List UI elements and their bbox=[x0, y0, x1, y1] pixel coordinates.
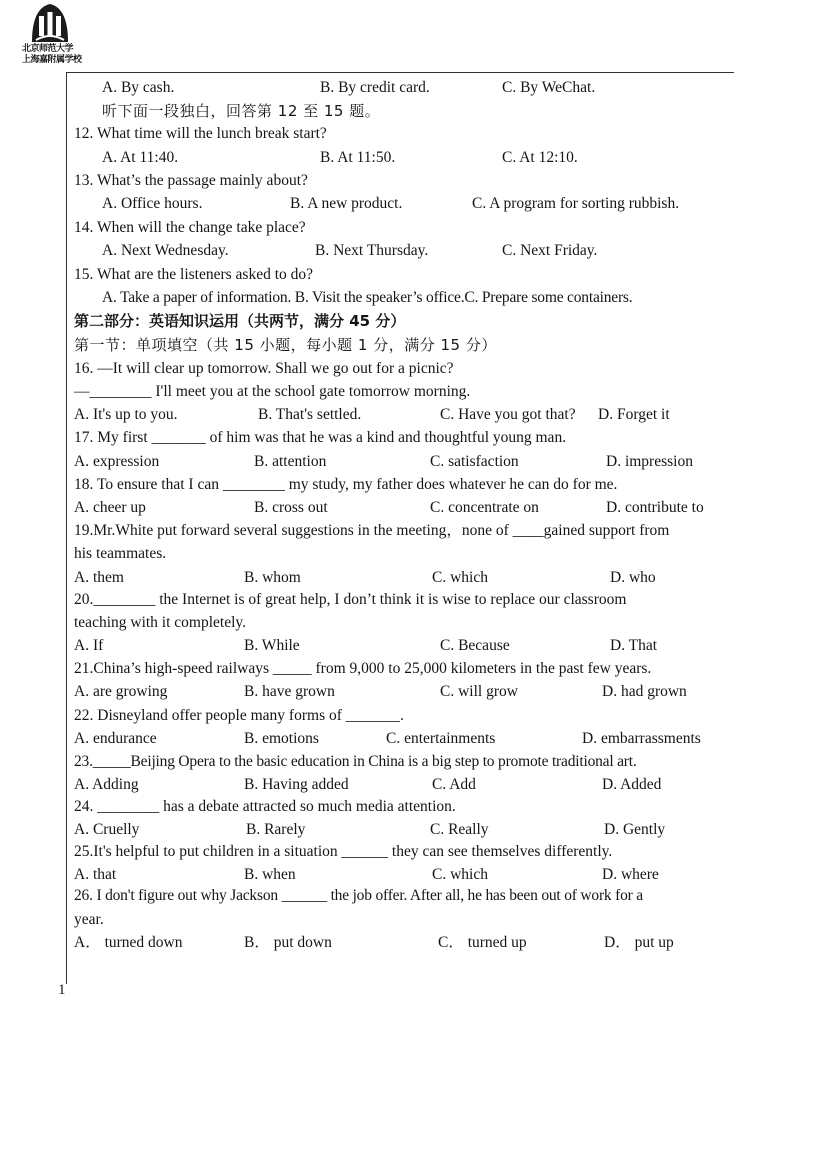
q20-option-a: A. If bbox=[74, 637, 104, 654]
q25-stem: 25.It's helpful to put children in a situation ______ they can see themselves differently. bbox=[74, 843, 613, 860]
q25-option-c: C. which bbox=[432, 866, 488, 883]
q18-option-c: C. concentrate on bbox=[430, 499, 539, 516]
q18-option-d: D. contribute to bbox=[606, 499, 704, 516]
q26-option-d: D． put up bbox=[604, 934, 674, 951]
q15-options: A. Take a paper of information. B. Visit the speaker’s office.C. Prepare some containers. bbox=[102, 289, 633, 306]
q20-option-c: C. Because bbox=[440, 637, 510, 654]
school-name-line2: 上海嘉附属学校 bbox=[22, 55, 82, 65]
q18-option-a: A. cheer up bbox=[74, 499, 146, 516]
q23-option-a: A. Adding bbox=[74, 776, 139, 793]
q18-option-b: B. cross out bbox=[254, 499, 328, 516]
q22-option-a: A. endurance bbox=[74, 730, 157, 747]
q22-option-d: D. embarrassments bbox=[582, 730, 701, 747]
q16-stem: 16. —It will clear up tomorrow. Shall we go out for a picnic? bbox=[74, 360, 454, 377]
q19-stem-continued: his teammates. bbox=[74, 545, 167, 562]
q16-option-b: B. That's settled. bbox=[258, 406, 362, 423]
q24-option-d: D. Gently bbox=[604, 821, 666, 838]
q22-option-c: C. entertainments bbox=[386, 730, 496, 747]
option-c: C. By WeChat. bbox=[502, 79, 596, 96]
q26-option-c: C． turned up bbox=[438, 934, 527, 951]
q20-stem: 20.________ the Internet is of great help, I don’t think it is wise to replace our classroom bbox=[74, 591, 627, 608]
q23-option-c: C. Add bbox=[432, 776, 476, 793]
monologue-instruction: 听下面一段独白，回答第 12 至 15 题。 bbox=[102, 102, 381, 120]
q16-option-a: A. It's up to you. bbox=[74, 406, 178, 423]
q20-option-b: B. While bbox=[244, 637, 300, 654]
q24-option-c: C. Really bbox=[430, 821, 489, 838]
q14-option-b: B. Next Thursday. bbox=[315, 242, 429, 259]
q25-option-b: B. when bbox=[244, 866, 296, 883]
q13-option-b: B. A new product. bbox=[290, 195, 403, 212]
q25-option-d: D. where bbox=[602, 866, 659, 883]
q22-stem: 22. Disneyland offer people many forms of _______. bbox=[74, 707, 404, 724]
q15-stem: 15. What are the listeners asked to do? bbox=[74, 266, 314, 283]
q25-option-a: A. that bbox=[74, 866, 117, 883]
q21-option-c: C. will grow bbox=[440, 683, 518, 700]
page-number: 1 bbox=[58, 982, 66, 998]
q17-option-b: B. attention bbox=[254, 453, 327, 470]
school-crest-icon bbox=[30, 2, 70, 46]
q19-option-a: A. them bbox=[74, 569, 124, 586]
school-name-line1: 北京师范大学 bbox=[22, 44, 74, 54]
q26-stem: 26. I don't figure out why Jackson ______ the job offer. After all, he has been out of work for a bbox=[74, 887, 643, 904]
q12-option-c: C. At 12:10. bbox=[502, 149, 578, 166]
q12-option-a: A. At 11:40. bbox=[102, 149, 179, 166]
q19-stem: 19.Mr.White put forward several suggestions in the meeting，none of ____gained support from bbox=[74, 522, 670, 539]
q23-stem: 23._____Beijing Opera to the basic education in China is a big step to promote traditional art. bbox=[74, 753, 637, 770]
q16-stem-response: —________ I'll meet you at the school gate tomorrow morning. bbox=[74, 383, 471, 400]
q17-option-d: D. impression bbox=[606, 453, 693, 470]
q14-stem: 14. When will the change take place? bbox=[74, 219, 306, 236]
q13-option-c: C. A program for sorting rubbish. bbox=[472, 195, 680, 212]
q24-stem: 24. ________ has a debate attracted so much media attention. bbox=[74, 798, 456, 815]
q14-option-c: C. Next Friday. bbox=[502, 242, 598, 259]
part2-title: 第二部分：英语知识运用（共两节，满分 45 分） bbox=[74, 312, 406, 330]
q20-option-d: D. That bbox=[610, 637, 658, 654]
header-rule bbox=[66, 72, 734, 73]
q12-option-b: B. At 11:50. bbox=[320, 149, 396, 166]
q22-option-b: B. emotions bbox=[244, 730, 319, 747]
option-a: A. By cash. bbox=[102, 79, 175, 96]
section1-title: 第一节：单项填空（共 15 小题，每小题 1 分，满分 15 分） bbox=[74, 336, 497, 354]
q14-option-a: A. Next Wednesday. bbox=[102, 242, 229, 259]
q24-option-b: B. Rarely bbox=[246, 821, 306, 838]
q21-option-b: B. have grown bbox=[244, 683, 335, 700]
q23-option-d: D. Added bbox=[602, 776, 662, 793]
q21-stem: 21.China’s high-speed railways _____ from 9,000 to 25,000 kilometers in the past few years. bbox=[74, 660, 652, 677]
q17-option-c: C. satisfaction bbox=[430, 453, 519, 470]
margin-rule bbox=[66, 72, 67, 984]
q19-option-c: C. which bbox=[432, 569, 488, 586]
q26-option-a: A． turned down bbox=[74, 934, 183, 951]
q17-option-a: A. expression bbox=[74, 453, 160, 470]
q20-stem-continued: teaching with it completely. bbox=[74, 614, 247, 631]
q26-stem-continued: year. bbox=[74, 911, 104, 928]
q16-option-d: D. Forget it bbox=[598, 406, 670, 423]
q12-stem: 12. What time will the lunch break start? bbox=[74, 125, 327, 142]
q21-option-a: A. are growing bbox=[74, 683, 168, 700]
q13-option-a: A. Office hours. bbox=[102, 195, 203, 212]
q19-option-b: B. whom bbox=[244, 569, 301, 586]
q19-option-d: D. who bbox=[610, 569, 656, 586]
q23-option-b: B. Having added bbox=[244, 776, 349, 793]
q26-option-b: B． put down bbox=[244, 934, 332, 951]
q24-option-a: A. Cruelly bbox=[74, 821, 140, 838]
option-b: B. By credit card. bbox=[320, 79, 430, 96]
q17-stem: 17. My first _______ of him was that he was a kind and thoughtful young man. bbox=[74, 429, 567, 446]
q21-option-d: D. had grown bbox=[602, 683, 687, 700]
q16-option-c: C. Have you got that? bbox=[440, 406, 576, 423]
school-name bbox=[22, 44, 82, 66]
q18-stem: 18. To ensure that I can ________ my study, my father does whatever he can do for me. bbox=[74, 476, 618, 493]
q13-stem: 13. What’s the passage mainly about? bbox=[74, 172, 308, 189]
